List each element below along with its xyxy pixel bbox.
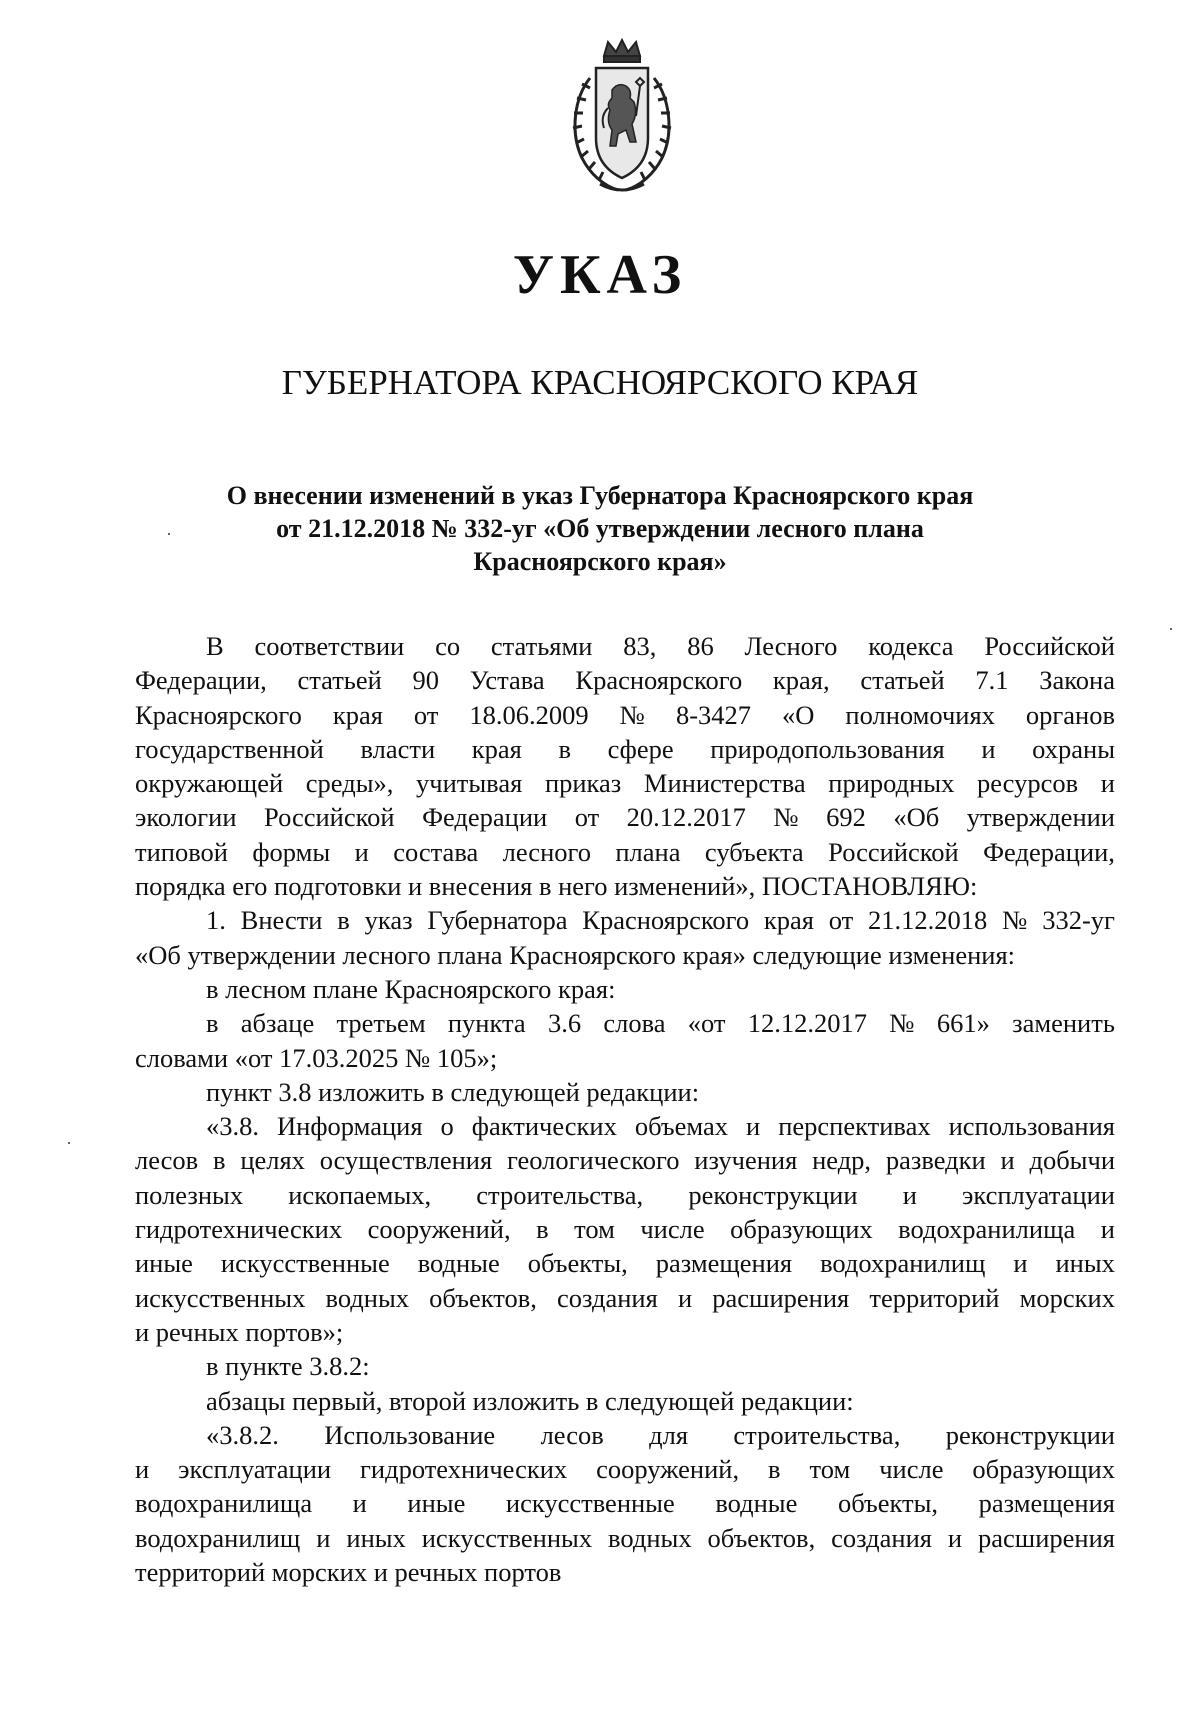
body-word: «О <box>782 699 815 730</box>
body-word: числе <box>879 1454 944 1485</box>
body-word: Федерации, <box>135 665 267 696</box>
body-word: 83, <box>623 631 657 661</box>
body-word: изучения <box>694 1145 798 1176</box>
body-word: в <box>212 1145 226 1176</box>
body-word: числе <box>640 1214 705 1245</box>
body-word: от <box>574 802 600 833</box>
body-word: плана <box>615 836 681 867</box>
body-word: водных <box>608 1522 692 1553</box>
body-line <box>135 800 1115 834</box>
body-word: 12.12.2017 <box>747 1008 868 1039</box>
body-word: соответствии <box>254 631 405 661</box>
body-word: и <box>1000 1145 1015 1176</box>
body-word: объектов, <box>707 1522 816 1553</box>
body-line <box>135 1178 1115 1212</box>
body-word: состава <box>393 836 479 867</box>
body-word: фактических <box>471 1111 617 1142</box>
body-line <box>135 1006 1115 1040</box>
body-word: охраны <box>1032 733 1115 764</box>
body-word: гидротехнических <box>135 1214 343 1245</box>
body-line <box>135 732 1115 766</box>
body-word: и <box>947 1522 963 1553</box>
body-word: размещения <box>978 1488 1115 1519</box>
body-word: 21.12.2018 <box>868 905 988 936</box>
body-word: объемах <box>634 1111 728 1142</box>
body-word: Информация <box>277 1111 423 1142</box>
body-word: 3.6 <box>547 1008 582 1039</box>
body-word: образующих <box>730 1214 873 1245</box>
body-word: статьей <box>297 665 382 696</box>
body-word: искусственных <box>421 1522 593 1553</box>
body-word: «от <box>687 1008 726 1039</box>
body-word: ископаемых, <box>288 1179 432 1210</box>
body-word: типовой <box>135 836 228 867</box>
body-line: абзацы первый, второй изложить в следующей редакции: <box>206 1385 854 1416</box>
body-line <box>135 629 1115 663</box>
body-word: недр, <box>812 1145 872 1176</box>
body-word: и <box>1100 768 1115 799</box>
body-word: том <box>574 1214 615 1245</box>
scan-speck <box>168 533 170 535</box>
body-word: № <box>619 699 645 730</box>
body-word: Федерации, <box>983 836 1115 867</box>
body-word: Внести <box>240 905 323 936</box>
body-word: геологического <box>507 1145 680 1176</box>
document-type-heading: УКАЗ <box>512 244 688 306</box>
body-word: учитывая <box>416 768 523 799</box>
body-word: водные <box>417 1248 500 1279</box>
body-word: пункта <box>447 1008 526 1039</box>
body-word: «3.8.2. <box>206 1419 279 1450</box>
body-word: в <box>536 1214 549 1245</box>
body-line <box>135 1212 1115 1246</box>
body-word: и <box>1100 1214 1115 1245</box>
body-word: гидротехнических <box>360 1454 568 1485</box>
body-word: 8-3427 <box>675 699 752 730</box>
body-word: территорий <box>869 1282 1000 1313</box>
body-word: и <box>746 1111 761 1142</box>
body-word: «3.8. <box>206 1111 259 1142</box>
body-line <box>135 663 1115 697</box>
body-word: государственной <box>135 733 324 764</box>
body-word: расширения <box>978 1522 1115 1553</box>
body-word: Российской <box>263 802 395 833</box>
body-word: о <box>440 1111 454 1142</box>
body-word: лесов <box>135 1145 199 1176</box>
body-word: среды», <box>305 768 394 799</box>
body-word: полезных <box>135 1179 244 1210</box>
body-word: Российской <box>984 631 1115 661</box>
body-word: и <box>1013 1248 1028 1279</box>
body-word: размещения <box>655 1248 793 1279</box>
body-line <box>135 1521 1115 1555</box>
document-body <box>135 629 1115 1589</box>
body-word: Красноярского <box>582 905 750 936</box>
body-word: Красноярского <box>575 665 743 696</box>
body-word: использования <box>948 1111 1115 1142</box>
body-word: реконструкции <box>688 1179 858 1210</box>
body-word: перспективах <box>778 1111 931 1142</box>
body-word: и <box>316 1522 331 1553</box>
body-word: сфере <box>607 733 674 764</box>
body-word: эксплуатации <box>178 1454 332 1485</box>
body-word: 90 <box>412 665 440 696</box>
body-line <box>135 1486 1115 1520</box>
body-word: Устава <box>469 665 545 696</box>
issuing-authority: ГУБЕРНАТОРА КРАСНОЯРСКОГО КРАЯ <box>281 363 919 402</box>
body-word: водохранилищ <box>820 1248 986 1279</box>
body-word: иные <box>407 1488 466 1519</box>
body-word: природных <box>828 768 955 799</box>
body-word: водохранилищ <box>135 1522 301 1553</box>
body-word: природопользования <box>710 733 945 764</box>
body-word: лесного <box>502 836 591 867</box>
body-word: и <box>135 1454 150 1485</box>
body-word: водные <box>715 1488 798 1519</box>
body-word: Закона <box>1039 665 1115 696</box>
body-word: Федерации <box>422 802 548 833</box>
body-line <box>135 1418 1115 1452</box>
body-word: создания <box>557 1282 658 1313</box>
body-word: искусственные <box>505 1488 675 1519</box>
body-word: органов <box>1025 699 1115 730</box>
body-word: осуществления <box>319 1145 493 1176</box>
body-word: строительства, <box>733 1419 901 1450</box>
body-line: территорий морских и речных портов <box>135 1557 562 1588</box>
body-word: в <box>206 1008 219 1039</box>
body-word: от <box>828 905 854 936</box>
body-word: ресурсов <box>977 768 1079 799</box>
body-word: № <box>889 1008 915 1039</box>
body-word: полномочиях <box>845 699 995 730</box>
body-line <box>135 903 1115 937</box>
body-word: статьями <box>490 631 593 661</box>
body-word: том <box>809 1454 851 1485</box>
body-word: водных <box>325 1282 410 1313</box>
body-word: «Об <box>893 802 940 833</box>
body-line: порядка его подготовки и внесения в него изменений», ПОСТАНОВЛЯЮ: <box>135 871 978 902</box>
document-title-line: Красноярского края» <box>473 547 727 576</box>
body-word: образующих <box>972 1454 1115 1485</box>
body-word: разведки <box>885 1145 986 1176</box>
body-word: и <box>902 1179 917 1210</box>
body-word: Использование <box>324 1419 496 1450</box>
body-word: утверждении <box>966 802 1115 833</box>
body-line <box>135 1281 1115 1315</box>
body-word: слова <box>603 1008 666 1039</box>
body-word: окружающей <box>135 768 284 799</box>
body-word: указ <box>364 905 413 936</box>
body-word: эксплуатации <box>962 1179 1115 1210</box>
body-word: расширения <box>712 1282 850 1313</box>
body-word: целях <box>240 1145 305 1176</box>
body-word: сооружений, <box>367 1214 511 1245</box>
body-word: 661» <box>936 1008 990 1039</box>
body-word: заменить <box>1012 1008 1115 1039</box>
body-word: добычи <box>1029 1145 1115 1176</box>
body-line <box>135 766 1115 800</box>
body-word: искусственных <box>135 1282 306 1313</box>
body-word: водохранилища <box>135 1488 313 1519</box>
krasnoyarsk-krai-coat-of-arms-icon <box>560 38 684 196</box>
body-word: сооружений, <box>596 1454 740 1485</box>
body-word: экологии <box>135 802 237 833</box>
body-word: от <box>413 699 439 730</box>
body-word: кодекса <box>868 631 954 661</box>
scan-speck <box>68 1142 70 1144</box>
body-word: Российской <box>828 836 959 867</box>
body-word: абзаце <box>240 1008 315 1039</box>
body-line <box>135 835 1115 869</box>
body-line: словами «от 17.03.2025 № 105»; <box>135 1042 498 1073</box>
body-word: 1. <box>206 905 226 936</box>
body-word: 692 <box>826 802 866 833</box>
body-word: статьей <box>860 665 945 696</box>
document-title <box>150 479 1050 578</box>
body-word: со <box>435 631 461 661</box>
body-word: края <box>763 905 814 936</box>
body-word: реконструкции <box>945 1419 1115 1450</box>
body-word: искусственные <box>220 1248 390 1279</box>
body-word: иных <box>346 1522 406 1553</box>
body-word: в <box>337 905 350 936</box>
body-line <box>135 698 1115 732</box>
body-line <box>135 1246 1115 1280</box>
body-word: власти <box>360 733 436 764</box>
body-line: и речных портов»; <box>135 1316 344 1347</box>
body-word: № <box>1002 905 1028 936</box>
body-word: и <box>352 1488 367 1519</box>
body-line: в пункте 3.8.2: <box>206 1351 370 1382</box>
body-word: № <box>773 802 799 833</box>
body-word: объекты, <box>527 1248 628 1279</box>
body-line <box>135 1109 1115 1143</box>
body-word: лесов <box>540 1419 604 1450</box>
body-word: края <box>471 733 522 764</box>
body-word: Министерства <box>643 768 806 799</box>
body-word: 86 <box>687 631 714 661</box>
body-word: третьем <box>336 1008 426 1039</box>
body-word: для <box>649 1419 689 1450</box>
document-title-line: от 21.12.2018 № 332-уг «Об утверждении лесного плана <box>276 514 924 543</box>
body-word: Губернатора <box>427 905 568 936</box>
body-word: в <box>558 733 571 764</box>
body-word: морских <box>1019 1282 1115 1313</box>
body-word: водохранилища <box>898 1214 1076 1245</box>
body-word: Лесного <box>744 631 838 661</box>
body-word: в <box>768 1454 781 1485</box>
body-word: формы <box>252 836 331 867</box>
document-title-line: О внесении изменений в указ Губернатора Красноярского края <box>226 481 974 510</box>
body-line: пункт 3.8 изложить в следующей редакции: <box>206 1076 700 1107</box>
scan-speck <box>1170 628 1172 630</box>
body-word: строительства, <box>476 1179 644 1210</box>
body-line <box>135 1452 1115 1486</box>
body-word: субъекта <box>704 836 804 867</box>
body-word: края, <box>772 665 830 696</box>
body-word: иные <box>135 1248 193 1279</box>
body-word: объекты, <box>837 1488 939 1519</box>
body-line <box>135 1143 1115 1177</box>
body-word: и <box>677 1282 693 1313</box>
body-word: и <box>981 733 996 764</box>
body-word: приказ <box>544 768 622 799</box>
body-word: Красноярского <box>135 699 302 730</box>
body-word: края <box>332 699 383 730</box>
body-word: 20.12.2017 <box>626 802 746 833</box>
body-word: 332-уг <box>1042 905 1115 936</box>
body-word: создания <box>831 1522 932 1553</box>
body-line: «Об утверждении лесного плана Красноярского края» следующие изменения: <box>135 939 1016 970</box>
body-word: иных <box>1055 1248 1115 1279</box>
body-word: 18.06.2009 <box>469 699 589 730</box>
body-word: объектов, <box>429 1282 537 1313</box>
body-word: 7.1 <box>975 665 1009 696</box>
body-line: в лесном плане Красноярского края: <box>206 973 616 1004</box>
body-word: В <box>206 631 224 661</box>
body-word: и <box>354 836 369 867</box>
